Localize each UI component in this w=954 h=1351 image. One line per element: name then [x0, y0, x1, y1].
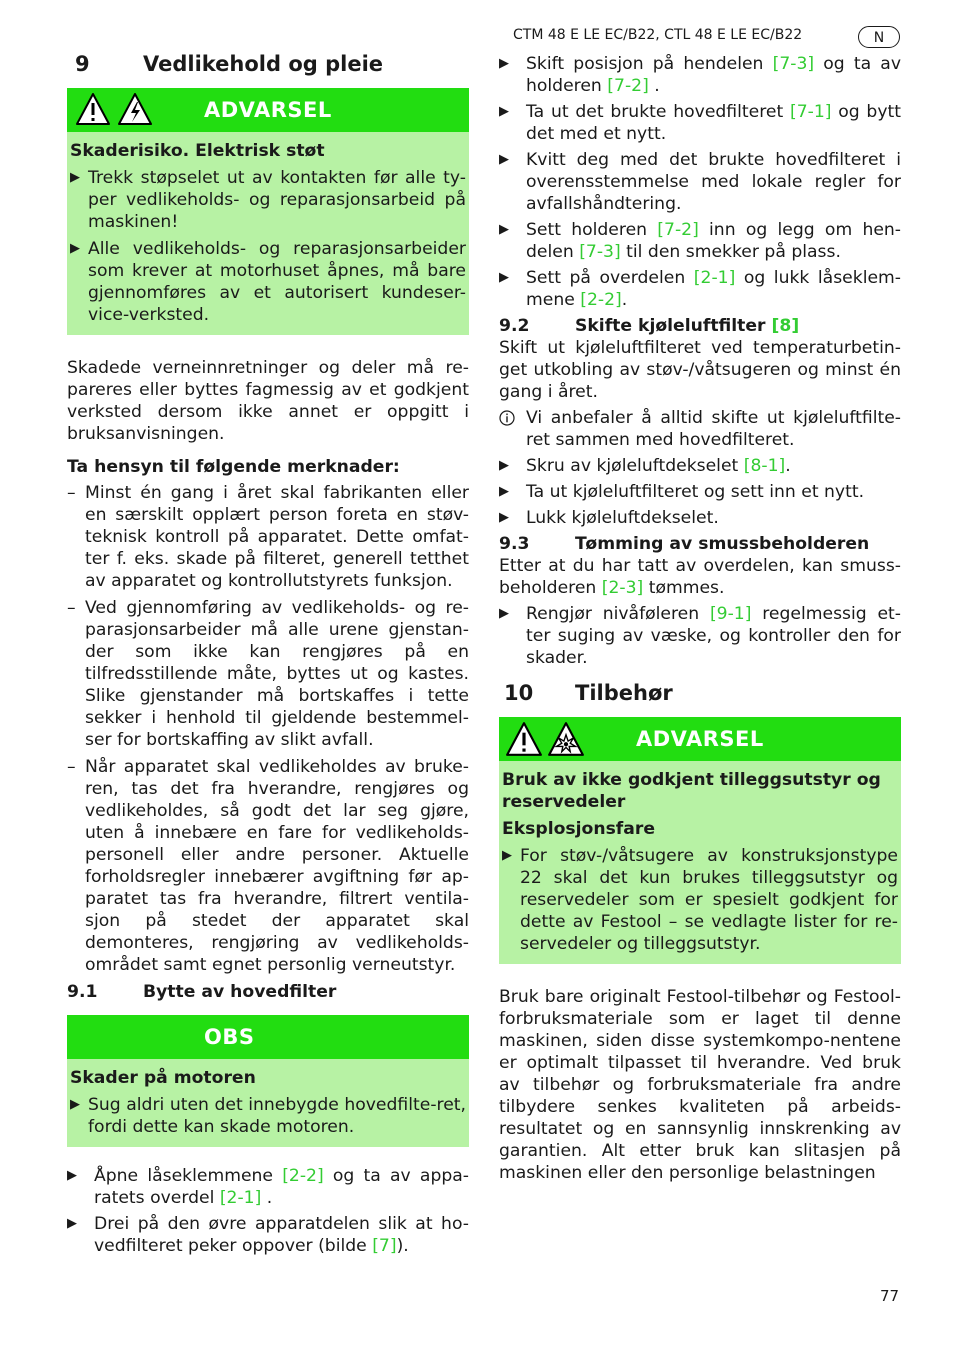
- warning-triangle-icon: [505, 720, 543, 758]
- cooling-filter-intro: Skift ut kjøleluftfilteret ved temperaturbetin-get utkobling av støv-/våtsugeren og minst én gang i året.: [499, 338, 901, 402]
- triangle-right-icon: ▶: [67, 1216, 77, 1231]
- triangle-right-icon: ▶: [499, 56, 509, 71]
- warning-box: [67, 88, 469, 335]
- warning-header: [67, 88, 469, 132]
- notice-title: OBS: [204, 1025, 255, 1049]
- triangle-right-icon: ▶: [499, 152, 509, 167]
- list-item: ▶ Skru av kjøleluftdekselet [8-1].: [499, 456, 791, 476]
- left-column: [67, 50, 469, 1261]
- explosion-hazard-icon: [547, 720, 585, 758]
- notice-box: [67, 1015, 469, 1147]
- triangle-right-icon: ▶: [499, 222, 509, 237]
- list-item: ▶ Rengjør nivåføleren [9-1] regelmessig et-ter suging av væske, og kontroller den for skader.: [499, 604, 901, 668]
- list-item: ▶ Sett holderen [7-2] inn og legg om hen-delen [7-3] til den smekker på plass.: [499, 220, 902, 262]
- list-item: ▶ Alle vedlikeholds- og reparasjonsarbeider som krever at motorhuset åpnes, må bare gjennomføres av et autorisert kundeser-vice-verksted.: [70, 239, 466, 325]
- warning-box: [499, 717, 901, 964]
- page-number: 77: [880, 1287, 900, 1305]
- triangle-right-icon: ▶: [70, 1097, 80, 1112]
- list-item: ▶ Sug aldri uten det innebygde hovedfilte-ret, fordi dette kan skade motoren.: [70, 1095, 466, 1137]
- warning-subtitle: Skaderisiko. Elektrisk støt: [70, 141, 325, 161]
- accessories-text: Bruk bare originalt Festool-tilbehør og Festool-forbruksmateriale som er laget til denne maskinen, siden disse systemkompo-nentene er optimalt tilpasset til hverandre. Ved bruk av tilbehør og forbruksmateriale fra andre tilbydere senkes kvaliteten på arbeids-resultatet og en sannsynlig innskrenking av garantien. Alt etter bruk kan slitasjen på maskinen eller den personlige belastningen: [499, 987, 901, 1183]
- list-item: ▶ Kvitt deg med det brukte hovedfilteret i overensstemmelse med lokale regler for avfallshåndtering.: [499, 150, 901, 214]
- triangle-right-icon: ▶: [499, 270, 509, 285]
- section-9-2-heading: 9.2 Skifte kjøleluftfilter [8]: [499, 316, 800, 336]
- triangle-right-icon: ▶: [499, 484, 509, 499]
- list-item: – Minst én gang i året skal fabrikanten eller en særskilt opplært person foreta en støv-teknisk kontroll på apparatet. Dette omfat-ter f. eks. skade på filteret, generell tetthet av apparatet og kontrollutstyrets funksjon.: [67, 483, 469, 591]
- warning-subtitle: Bruk av ikke godkjent tilleggsutstyr og reservedeler: [502, 770, 881, 812]
- triangle-right-icon: ▶: [499, 104, 509, 119]
- warning-subtitle-2: Eksplosjonsfare: [502, 819, 656, 839]
- list-item: ▶ For støv-/våtsugere av konstruksjonstype 22 skal det kun brukes tilleggsutstyr og reservedeler som er spesielt godkjent for dette av Festool – se vedlagte lister for re-servedeler og tilleggsutstyr.: [502, 846, 898, 954]
- triangle-right-icon: ▶: [499, 606, 509, 621]
- list-item: ▶ Skift posisjon på hendelen [7-3] og ta av holderen [7-2] .: [499, 54, 901, 96]
- electric-hazard-icon: [117, 91, 153, 127]
- list-item: ▶ Drei på den øvre apparatdelen slik at ho-vedfilteret peker oppover (bilde [7]).: [67, 1214, 469, 1256]
- section-9-1-heading: 9.1 Bytte av hovedfilter: [67, 982, 337, 1002]
- emptying-intro: Etter at du har tatt av overdelen, kan smuss-beholderen [2-3] tømmes.: [499, 556, 901, 598]
- list-item: ▶ Ta ut kjøleluftfilteret og sett inn et nytt.: [499, 482, 865, 502]
- warning-header: [499, 717, 901, 761]
- triangle-right-icon: ▶: [499, 458, 509, 473]
- section-9-heading: 9 Vedlikehold og pleie: [75, 52, 384, 76]
- triangle-right-icon: ▶: [499, 510, 509, 525]
- info-icon: [499, 407, 526, 451]
- list-item: ▶ Åpne låseklemmene [2-2] og ta av appa-ratets overdel [2-1] .: [67, 1166, 470, 1208]
- list-item: – Når apparatet skal vedlikeholdes av bruke-ren, tas det fra hverandre, rengjøres og vedlikeholdes, så godt det lar seg gjøre, uten å innebære en fare for vedlikeholds-personell eller andre personer. Aktuelle forholdsregler innebærer avgiftning før ap-paratet tas fra hverandre, filtrert ventila-sjon på stedet der apparatet skal demonteres, rengjøring av vedlikeholds-området samt egnet personlig verneutstyr.: [67, 757, 469, 975]
- maintenance-intro: Skadede verneinnretninger og deler må re-pareres eller byttes fagmessig av et godkjent verksted dersom ikke annet er oppgitt i bruksanvisningen.: [67, 358, 469, 444]
- language-badge: N: [858, 26, 900, 48]
- triangle-right-icon: ▶: [502, 848, 512, 863]
- triangle-right-icon: ▶: [70, 170, 80, 185]
- info-note: Vi anbefaler å alltid skifte ut kjøleluftfilte-ret sammen med hovedfilteret.: [499, 407, 901, 451]
- triangle-right-icon: ▶: [67, 1168, 77, 1183]
- warning-triangle-icon: [75, 91, 111, 127]
- list-item: – Ved gjennomføring av vedlikeholds- og re-parasjonsarbeider må alle urene gjenstan-der som ikke kan rengjøres på en tilfredsstillende måte, byttes ut og kastes. Slike gjenstander må bortskaffes i tette sekker i henhold til gjeldende bestemmel-ser for bortskaffing av slikt avfall.: [67, 598, 469, 750]
- right-column: [499, 50, 901, 1184]
- notice-header: [67, 1015, 469, 1059]
- warning-title: ADVARSEL: [636, 727, 764, 751]
- section-9-3-heading: 9.3 Tømming av smussbeholderen: [499, 534, 870, 554]
- document-header: CTM 48 E LE EC/B22, CTL 48 E LE EC/B22: [513, 27, 803, 43]
- warning-title: ADVARSEL: [204, 98, 332, 122]
- triangle-right-icon: ▶: [70, 241, 80, 256]
- list-item: ▶ Lukk kjøleluftdekselet.: [499, 508, 719, 528]
- list-item: ▶ Sett på overdelen [2-1] og lukk låseklem-mene [2-2].: [499, 268, 901, 310]
- section-10-heading: 10 Tilbehør: [504, 681, 673, 705]
- notice-subtitle: Skader på motoren: [70, 1068, 256, 1088]
- list-item: ▶ Trekk støpselet ut av kontakten før alle ty-per vedlikeholds- og reparasjonsarbeid på maskinen!: [70, 168, 466, 232]
- list-item: ▶ Ta ut det brukte hovedfilteret [7-1] og bytt det med et nytt.: [499, 102, 901, 144]
- notes-heading: Ta hensyn til følgende merknader:: [67, 457, 400, 477]
